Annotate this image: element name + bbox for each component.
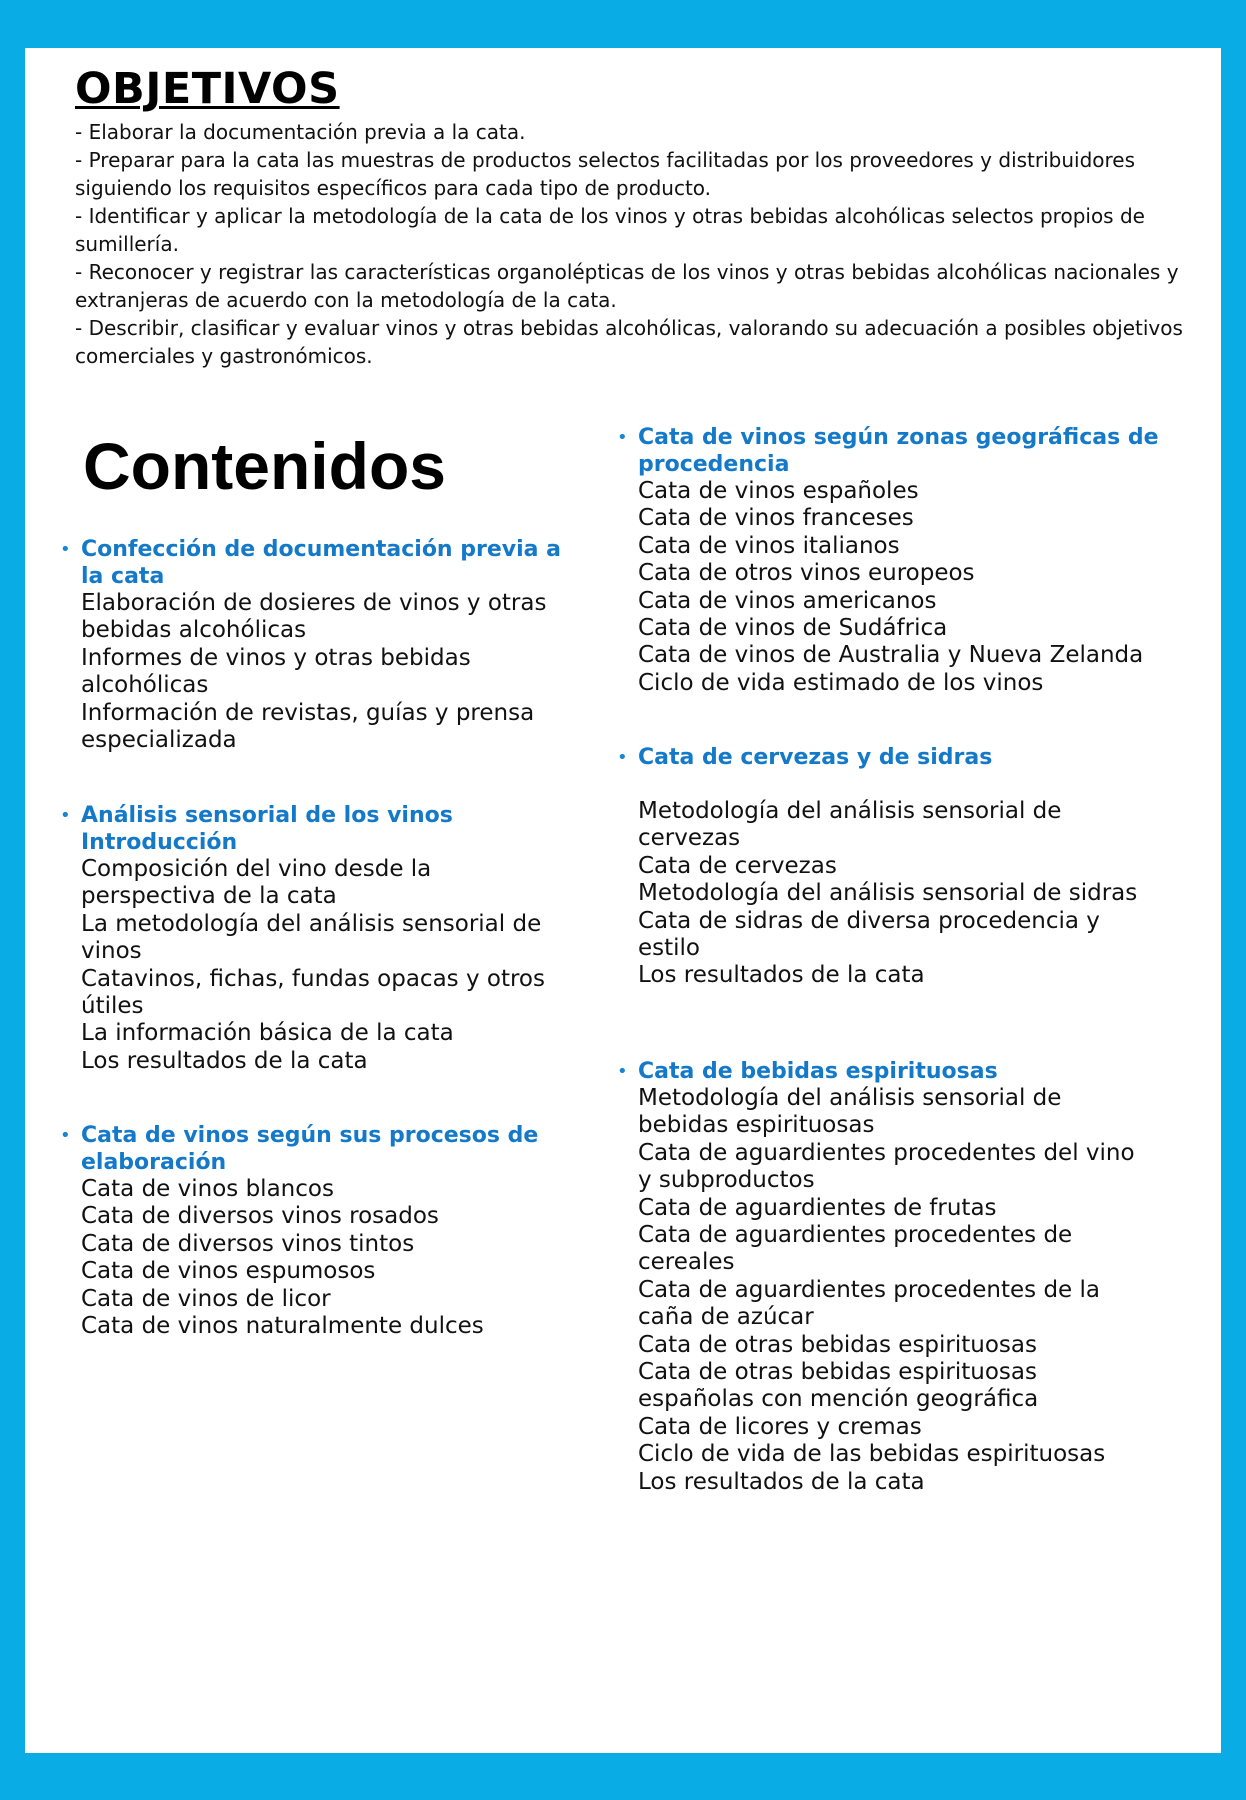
list-item: Composición del vino desde la perspectiva de la cata — [81, 856, 432, 910]
section-items — [58, 590, 578, 754]
objetivo-item: - Preparar para la cata las muestras de productos selectos facilitadas por los proveedores y distribuidores siguiendo los requisitos específicos para cada tipo de producto. — [75, 148, 1136, 200]
section-documentacion — [58, 536, 578, 754]
bullet-icon: • — [60, 539, 71, 560]
section-items — [615, 798, 1168, 990]
bullet-icon: • — [60, 1125, 71, 1146]
section-items — [58, 856, 578, 1075]
section-analisis-sensorial — [58, 802, 578, 1075]
section-zonas-geograficas — [615, 424, 1215, 697]
list-item: Cata de otras bebidas espirituosas españolas con mención geográfica — [638, 1359, 1039, 1413]
objetivos-heading: OBJETIVOS — [75, 64, 340, 114]
list-item: Cata de vinos de Sudáfrica — [638, 615, 948, 642]
list-item: Metodología del análisis sensorial de bebidas espirituosas — [638, 1085, 1062, 1139]
section-items — [615, 1085, 1178, 1496]
list-item: Cata de cervezas — [638, 852, 837, 879]
list-item: Cata de vinos españoles — [638, 478, 919, 504]
list-item: Cata de vinos espumosos — [81, 1258, 376, 1285]
contenidos-heading: Contenidos — [83, 429, 446, 503]
list-item: Cata de aguardientes procedentes de cereales — [638, 1222, 1073, 1276]
section-title: Cata de bebidas espirituosas — [638, 1059, 998, 1084]
list-item: Cata de licores y cremas — [638, 1413, 922, 1440]
list-item: Cata de sidras de diversa procedencia y estilo — [638, 907, 1100, 962]
section-title: Cata de vinos según zonas geográficas de procedencia — [638, 425, 1159, 477]
bullet-icon: • — [617, 747, 628, 768]
list-item: Los resultados de la cata — [638, 962, 925, 989]
list-item: Catavinos, fichas, fundas opacas y otros útiles — [81, 965, 545, 1020]
list-item: La metodología del análisis sensorial de vinos — [81, 910, 542, 965]
objetivo-item: - Identificar y aplicar la metodología de la cata de los vinos y otras bebidas alcohólicas selectos propios de sumillería. — [75, 204, 1145, 256]
list-item: Cata de vinos franceses — [638, 505, 914, 532]
list-item: Cata de aguardientes procedentes de la caña de azúcar — [638, 1276, 1100, 1331]
list-item: Cata de otras bebidas espirituosas — [638, 1331, 1037, 1358]
bullet-icon: • — [60, 805, 71, 826]
section-items — [58, 1176, 578, 1340]
list-item: Cata de vinos de licor — [81, 1285, 331, 1312]
list-item: Elaboración de dosieres de vinos y otras bebidas alcohólicas — [81, 590, 547, 644]
document-page — [25, 48, 1221, 1753]
list-item: Informes de vinos y otras bebidas alcohólicas — [81, 644, 471, 699]
bullet-icon: • — [617, 1061, 628, 1082]
list-item: Cata de aguardientes de frutas — [638, 1194, 997, 1221]
bullet-icon: • — [617, 427, 628, 448]
section-title: Cata de cervezas y de sidras — [638, 745, 993, 770]
objetivo-item: - Describir, clasificar y evaluar vinos y otras bebidas alcohólicas, valorando su adecuación a posibles objetivos comerciales y gastronómicos. — [75, 316, 1183, 368]
list-item: Cata de vinos blancos — [81, 1176, 334, 1202]
list-item: Los resultados de la cata — [81, 1047, 368, 1074]
list-item: Cata de otros vinos europeos — [638, 560, 975, 587]
list-item: Cata de diversos vinos tintos — [81, 1230, 415, 1257]
list-item: Cata de vinos de Australia y Nueva Zelanda — [638, 642, 1144, 669]
list-item: Cata de vinos italianos — [638, 532, 900, 559]
list-item: Metodología del análisis sensorial de sidras — [638, 880, 1138, 907]
list-item: La información básica de la cata — [81, 1020, 454, 1047]
section-title: Confección de documentación previa a la cata — [81, 537, 562, 589]
section-bebidas-espirituosas — [615, 1058, 1215, 1496]
section-title: Análisis sensorial de los vinos Introducción — [81, 803, 453, 855]
list-item: Ciclo de vida estimado de los vinos — [638, 669, 1044, 696]
section-items — [615, 478, 1215, 697]
list-item: Información de revistas, guías y prensa especializada — [81, 699, 535, 754]
section-cervezas-sidras — [615, 744, 1215, 990]
list-item: Cata de diversos vinos rosados — [81, 1203, 439, 1230]
list-item: Cata de aguardientes procedentes del vino y subproductos — [638, 1139, 1135, 1194]
list-item: Los resultados de la cata — [638, 1468, 925, 1495]
list-item: Cata de vinos naturalmente dulces — [81, 1313, 484, 1340]
objetivo-item: - Reconocer y registrar las características organolépticas de los vinos y otras bebidas alcohólicas nacionales y extranjeras de acuerdo con la metodología de la cata. — [75, 260, 1179, 312]
objetivo-item: - Elaborar la documentación previa a la cata. — [75, 120, 526, 144]
list-item: Ciclo de vida de las bebidas espirituosas — [638, 1441, 1106, 1468]
section-title: Cata de vinos según sus procesos de elaboración — [81, 1123, 539, 1175]
objetivos-list — [75, 118, 1185, 370]
list-item: Metodología del análisis sensorial de cervezas — [638, 798, 1062, 852]
section-procesos-elaboracion — [58, 1122, 578, 1340]
spacer — [615, 771, 1215, 798]
list-item: Cata de vinos americanos — [638, 587, 937, 614]
